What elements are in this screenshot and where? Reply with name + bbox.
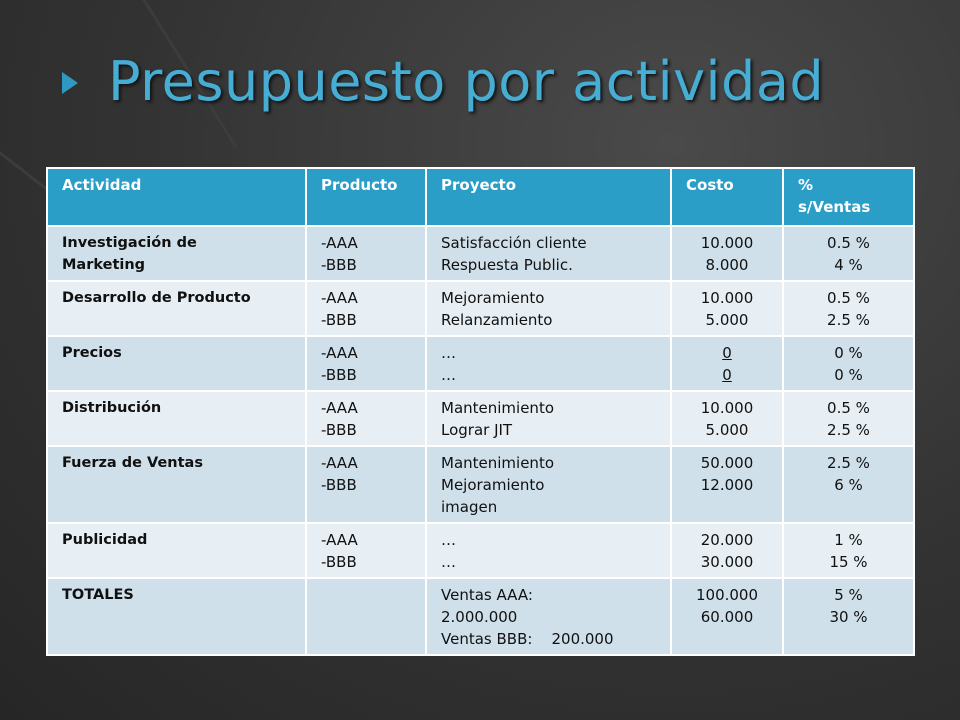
table-row xyxy=(47,523,914,578)
header-costo: Costo xyxy=(671,168,783,226)
cell-pct: 0 % 0 % xyxy=(783,336,914,391)
cell-proyecto: … … xyxy=(426,336,671,391)
cell-producto: -AAA -BBB xyxy=(306,391,426,446)
cell-producto xyxy=(306,578,426,655)
slide-title: Presupuesto por actividad xyxy=(108,50,825,113)
cell-producto: -AAA -BBB xyxy=(306,446,426,523)
cell-costo: 0 0 xyxy=(671,336,783,391)
cell-proyecto: Ventas AAA: 2.000.000 Ventas BBB: 200.000 xyxy=(426,578,671,655)
cell-actividad: TOTALES xyxy=(47,578,306,655)
cell-actividad: Distribución xyxy=(47,391,306,446)
cell-pct: 0.5 % 4 % xyxy=(783,226,914,281)
cell-producto: -AAA -BBB xyxy=(306,523,426,578)
cell-producto: -AAA -BBB xyxy=(306,336,426,391)
cell-costo: 50.000 12.000 xyxy=(671,446,783,523)
cell-costo: 10.000 5.000 xyxy=(671,391,783,446)
cell-proyecto: Satisfacción cliente Respuesta Public. xyxy=(426,226,671,281)
cell-pct: 1 % 15 % xyxy=(783,523,914,578)
cell-proyecto: … … xyxy=(426,523,671,578)
cell-actividad: Fuerza de Ventas xyxy=(47,446,306,523)
cell-actividad: Precios xyxy=(47,336,306,391)
cell-proyecto: Mantenimiento Mejoramiento imagen xyxy=(426,446,671,523)
cell-costo: 10.000 5.000 xyxy=(671,281,783,336)
cell-pct: 2.5 % 6 % xyxy=(783,446,914,523)
table-row xyxy=(47,226,914,281)
header-proyecto: Proyecto xyxy=(426,168,671,226)
table-row xyxy=(47,281,914,336)
cell-pct: 0.5 % 2.5 % xyxy=(783,391,914,446)
cell-costo: 10.000 8.000 xyxy=(671,226,783,281)
header-actividad: Actividad xyxy=(47,168,306,226)
table-row xyxy=(47,391,914,446)
table-row xyxy=(47,446,914,523)
cell-pct: 5 % 30 % xyxy=(783,578,914,655)
header-pct-ventas: % s/Ventas xyxy=(783,168,914,226)
header-producto: Producto xyxy=(306,168,426,226)
cell-actividad: Publicidad xyxy=(47,523,306,578)
cell-actividad: Desarrollo de Producto xyxy=(47,281,306,336)
cell-producto: -AAA -BBB xyxy=(306,226,426,281)
table-row xyxy=(47,336,914,391)
table-row-totals xyxy=(47,578,914,655)
cell-producto: -AAA -BBB xyxy=(306,281,426,336)
cell-costo: 100.000 60.000 xyxy=(671,578,783,655)
cell-pct: 0.5 % 2.5 % xyxy=(783,281,914,336)
cell-proyecto: Mantenimiento Lograr JIT xyxy=(426,391,671,446)
cell-proyecto: Mejoramiento Relanzamiento xyxy=(426,281,671,336)
cell-costo: 20.000 30.000 xyxy=(671,523,783,578)
budget-table xyxy=(46,167,915,656)
triangle-bullet-icon xyxy=(62,72,78,94)
table-header-row xyxy=(47,168,914,226)
cell-actividad: Investigación de Marketing xyxy=(47,226,306,281)
